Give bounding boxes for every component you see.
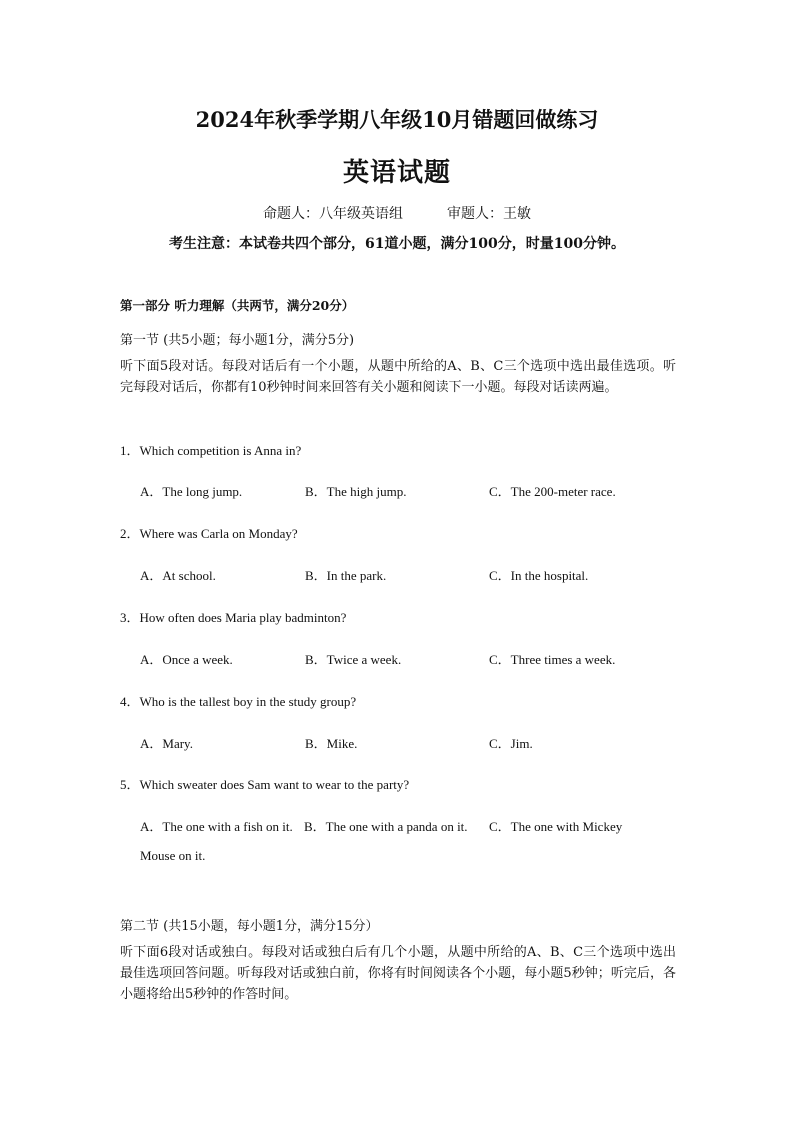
- setter-label: 命题人：八年级英语组: [263, 206, 403, 222]
- section2-heading: 第二节 (共15小题，每小题1分，满分15分）: [120, 919, 379, 934]
- question-stem: 1．Which competition is Anna in?: [120, 443, 302, 458]
- option-b: B．The high jump.: [305, 484, 407, 499]
- question-stem: 5．Which sweater does Sam want to wear to the party?: [120, 777, 410, 792]
- option-a: A．At school.: [140, 568, 216, 583]
- option-a: A．Mary.: [140, 736, 193, 751]
- option-c: C．Three times a week.: [489, 652, 616, 667]
- section1-heading: 第一节 (共5小题；每小题1分，满分5分): [120, 333, 355, 348]
- option-a: A．Once a week.: [140, 652, 233, 667]
- authors-line: [0, 203, 794, 223]
- option-c-continued: Mouse on it.: [140, 848, 206, 863]
- option-b: B．Twice a week.: [305, 652, 402, 667]
- option-c: C．The one with Mickey: [489, 819, 623, 834]
- exam-title: 2024年秋季学期八年级10月错题回做练习: [195, 107, 599, 132]
- reviewer-label: 审题人：王敏: [447, 206, 531, 222]
- option-c: C．In the hospital.: [489, 568, 589, 583]
- section1-instructions: 听下面5段对话。每段对话后有一个小题，从题中所给的A、B、C三个选项中选出最佳选项。听完每段对话后，你都有10秒钟时间来回答有关小题和阅读下一小题。每段对话读两遍。: [120, 359, 676, 395]
- option-c: C．Jim.: [489, 736, 533, 751]
- option-c: C．The 200-meter race.: [489, 484, 616, 499]
- option-b: B．The one with a panda on it.: [304, 819, 468, 834]
- section2-instructions: 听下面6段对话或独白。每段对话或独白后有几个小题，从题中所给的A、B、C三个选项中选出最佳选项回答问题。听每段对话或独白前，你将有时间阅读各个小题，每小题5秒钟；听完后，各小题将给出5秒钟的作答时间。: [120, 945, 676, 1002]
- subject-title: 英语试题: [342, 158, 451, 188]
- option-b: B．Mike.: [305, 736, 358, 751]
- part-heading: 第一部分 听力理解（共两节，满分20分）: [120, 298, 355, 313]
- option-a: A．The long jump.: [140, 484, 243, 499]
- option-b: B．In the park.: [305, 568, 387, 583]
- option-a: A．The one with a fish on it.: [140, 819, 293, 834]
- question-stem: 3．How often does Maria play badminton?: [120, 610, 347, 625]
- question-stem: 4．Who is the tallest boy in the study group?: [120, 694, 357, 709]
- question-stem: 2．Where was Carla on Monday?: [120, 526, 298, 541]
- exam-notice: 考生注意：本试卷共四个部分，61道小题，满分100分，时量100分钟。: [169, 236, 625, 252]
